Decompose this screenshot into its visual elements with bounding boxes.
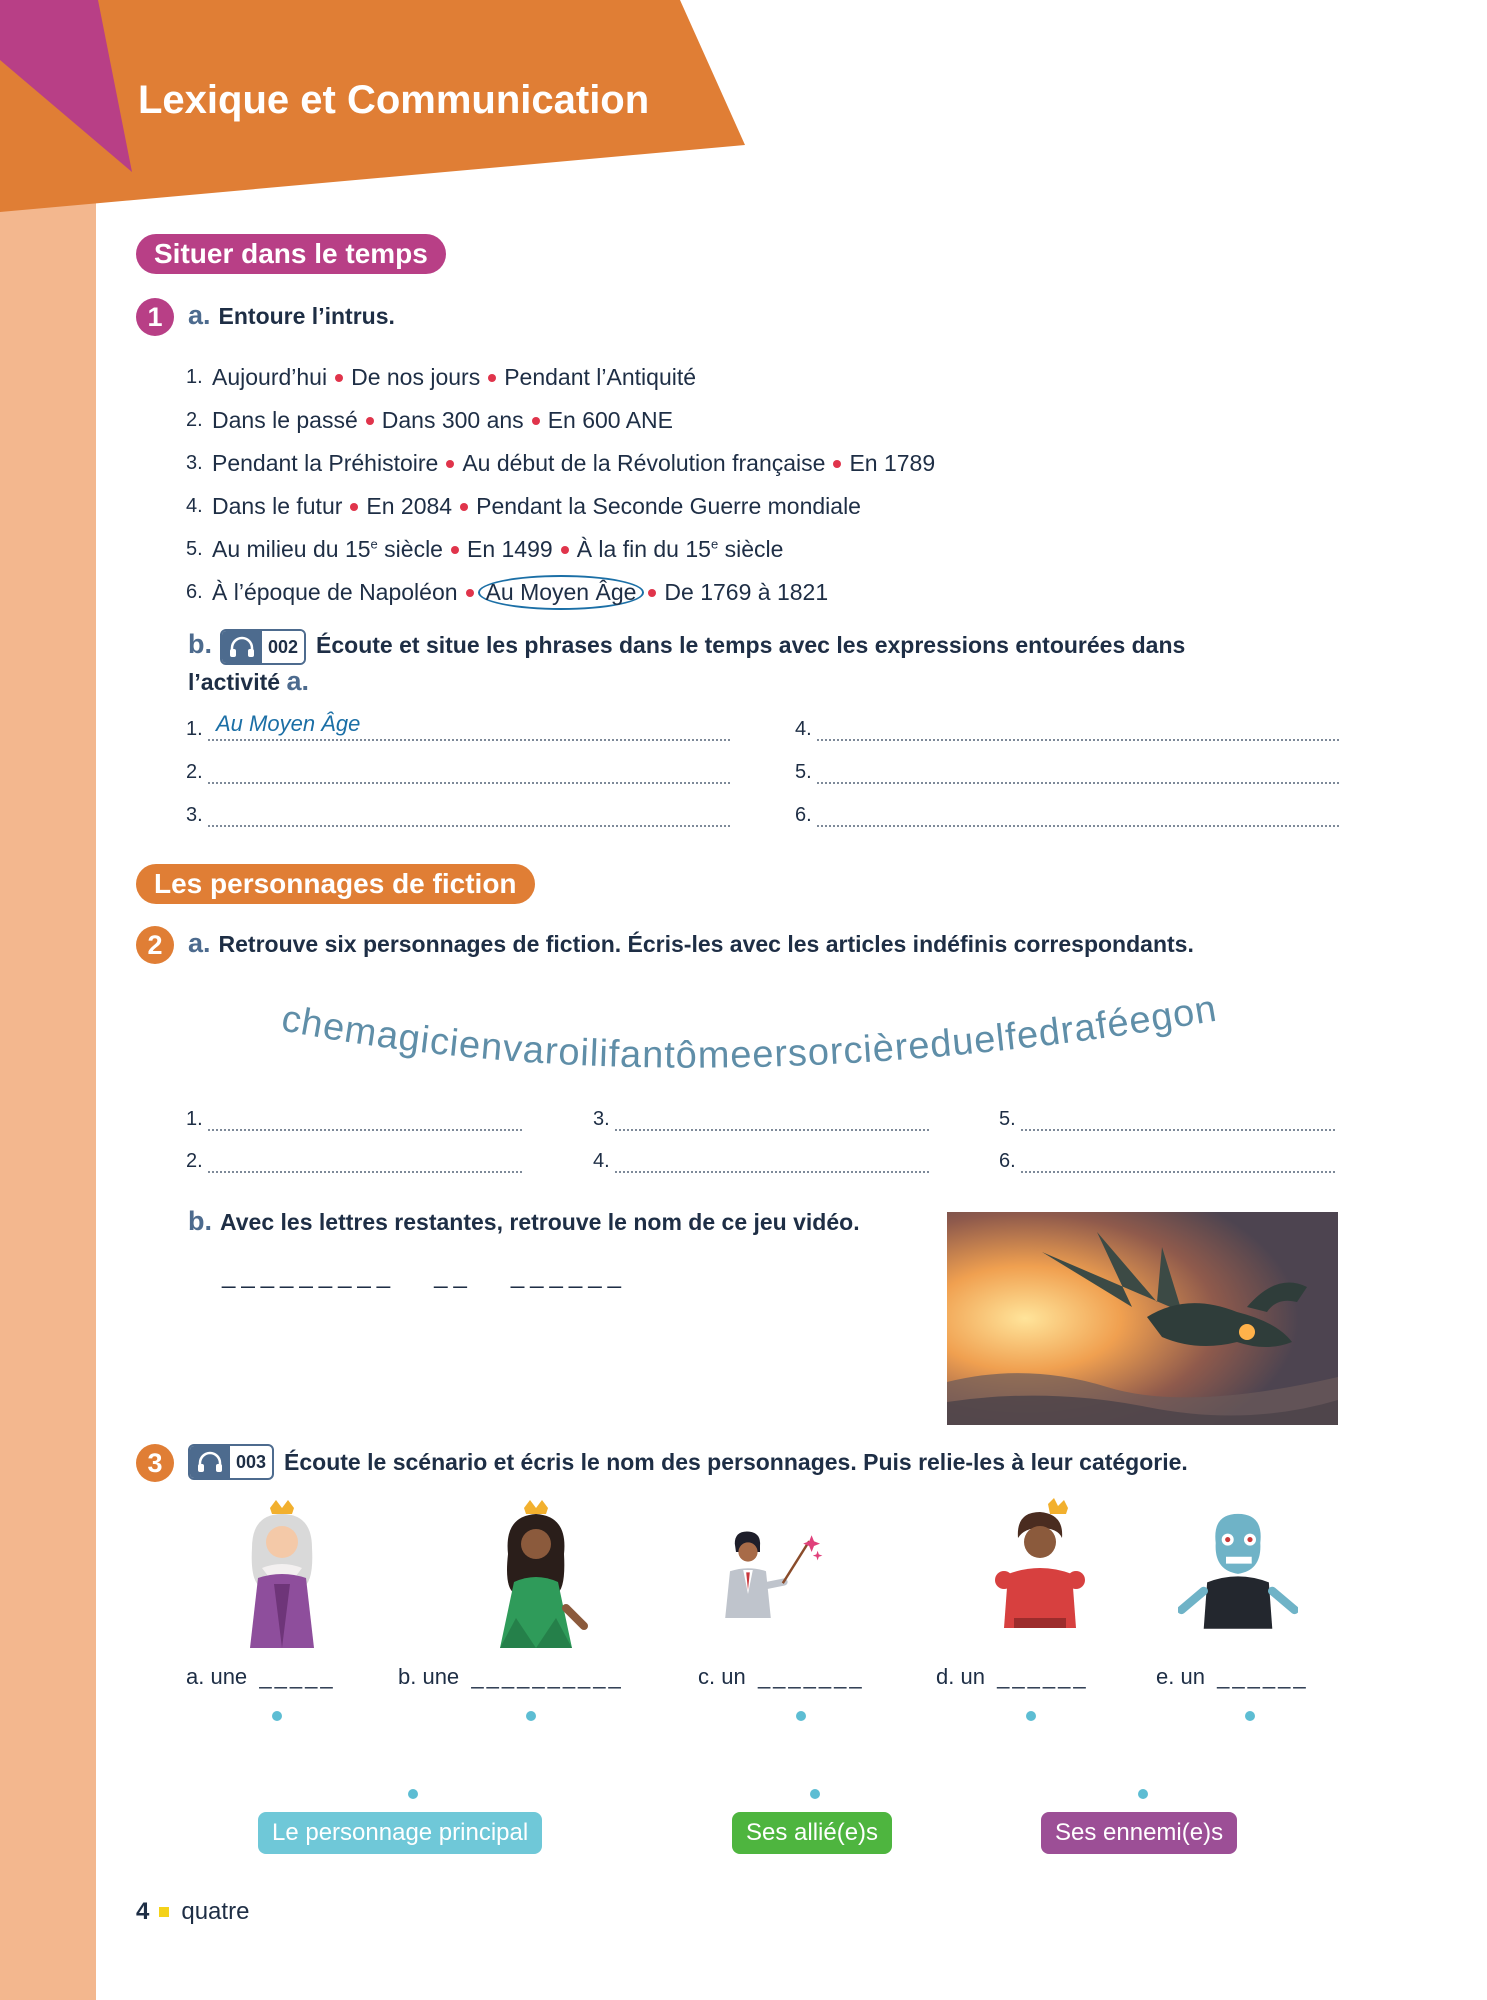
article: c. un xyxy=(698,1664,746,1689)
blanks[interactable]: _____ xyxy=(259,1664,336,1689)
intrus-list xyxy=(186,356,935,614)
item-number: 6. xyxy=(186,581,203,603)
page-word: quatre xyxy=(181,1898,250,1925)
answer-line-6[interactable] xyxy=(795,804,1339,827)
option-text[interactable]: En 1789 xyxy=(849,450,936,476)
headphones-icon xyxy=(190,1446,230,1478)
character-label-a[interactable] xyxy=(186,1664,336,1690)
exercise-number-2: 2 xyxy=(136,926,174,964)
option-text[interactable]: En 600 ANE xyxy=(547,407,673,433)
blanks[interactable]: _______ xyxy=(757,1664,865,1689)
exercise-1a-instruction xyxy=(188,300,395,331)
option-text[interactable]: Pendant la Seconde Guerre mondiale xyxy=(476,493,861,519)
answer-field[interactable] xyxy=(817,764,1339,784)
instruction-text-2a: Retrouve six personnages de fiction. Écris-les avec les articles indéfinis correspondants. xyxy=(218,931,1194,957)
audio-button-003[interactable] xyxy=(188,1444,274,1480)
answer-2a-1[interactable] xyxy=(186,1108,522,1131)
option-text[interactable]: Dans 300 ans xyxy=(381,407,524,433)
character-label-e[interactable] xyxy=(1156,1664,1309,1690)
answer-line-3[interactable] xyxy=(186,804,730,827)
answer-number: 6. xyxy=(999,1150,1016,1172)
part-letter-1a: a. xyxy=(188,300,211,330)
answer-number: 1. xyxy=(186,718,203,740)
answer-number: 3. xyxy=(186,804,203,826)
instruction-text-3: Écoute le scénario et écris le nom des personnages. Puis relie-les à leur catégorie. xyxy=(284,1448,1188,1475)
answer-number: 4. xyxy=(795,718,812,740)
separator-dot xyxy=(350,503,358,511)
option-text[interactable] xyxy=(212,536,443,563)
section-title-situer: Situer dans le temps xyxy=(136,234,446,274)
answer-line-5[interactable] xyxy=(795,761,1339,784)
connect-dot-b[interactable] xyxy=(526,1711,536,1721)
option-text[interactable]: Aujourd’hui xyxy=(212,364,328,390)
letter-string-arc xyxy=(270,970,1230,1100)
answer-number: 2. xyxy=(186,761,203,783)
list-item[interactable] xyxy=(186,571,935,614)
character-label-b[interactable] xyxy=(398,1664,624,1690)
option-text[interactable]: Dans le futur xyxy=(212,493,343,519)
headphones-icon xyxy=(222,631,262,663)
answer-line-4[interactable] xyxy=(795,718,1339,741)
separator-dot xyxy=(488,374,496,382)
separator-dot xyxy=(451,546,459,554)
option-text[interactable]: En 1499 xyxy=(466,536,553,562)
answer-field[interactable] xyxy=(1021,1111,1335,1131)
article: d. un xyxy=(936,1664,985,1689)
answer-2a-3[interactable] xyxy=(593,1108,929,1131)
article: e. un xyxy=(1156,1664,1205,1689)
option-text[interactable]: En 2084 xyxy=(366,493,453,519)
zombie-illustration xyxy=(1178,1498,1298,1648)
answer-line-2[interactable] xyxy=(186,761,730,784)
answer-2a-5[interactable] xyxy=(999,1108,1335,1131)
letter-string: chemagicienvaroilifantômeersorcièreduelfedraféegon xyxy=(278,987,1221,1077)
answer-field[interactable] xyxy=(1021,1153,1335,1173)
list-item[interactable] xyxy=(186,442,935,485)
answer-number: 1. xyxy=(186,1108,203,1130)
separator-dot xyxy=(335,374,343,382)
audio-button-002[interactable] xyxy=(220,629,306,665)
activity-ref: a. xyxy=(286,665,309,696)
connect-dot-ennemis[interactable] xyxy=(1138,1789,1148,1799)
item-number: 2. xyxy=(186,409,203,431)
exercise-number-3: 3 xyxy=(136,1444,174,1482)
option-text[interactable]: Pendant la Préhistoire xyxy=(212,450,439,476)
blanks[interactable]: ______ xyxy=(997,1664,1089,1689)
answer-line-1[interactable] xyxy=(186,711,730,741)
answer-field[interactable] xyxy=(208,1111,522,1131)
blanks[interactable]: __________ xyxy=(471,1664,624,1689)
svg-text:chemagicienvaroilifantômeersor xyxy=(278,988,1220,1077)
page-title: Lexique et Communication xyxy=(138,78,650,122)
list-item[interactable] xyxy=(186,399,935,442)
audio-code: 003 xyxy=(230,1452,272,1473)
handwritten-answer: Au Moyen Âge xyxy=(216,711,361,736)
superscript: e xyxy=(370,536,378,552)
answer-field[interactable] xyxy=(208,711,730,741)
answer-field[interactable] xyxy=(817,721,1339,741)
connect-dot-principal[interactable] xyxy=(408,1789,418,1799)
answer-number: 2. xyxy=(186,1150,203,1172)
exercise-2b-instruction xyxy=(188,1206,860,1237)
part-letter-2b: b. xyxy=(188,1206,212,1236)
connect-dot-d[interactable] xyxy=(1026,1711,1036,1721)
option-text[interactable] xyxy=(577,536,784,563)
option-fragment: siècle xyxy=(377,536,443,562)
answer-2a-2[interactable] xyxy=(186,1150,522,1173)
answer-field[interactable] xyxy=(615,1153,929,1173)
separator-dot xyxy=(648,589,656,597)
option-text[interactable]: De nos jours xyxy=(351,364,481,390)
yellow-square-icon xyxy=(159,1907,169,1917)
circled-option[interactable]: Au Moyen Âge xyxy=(478,575,645,610)
audio-code: 002 xyxy=(262,631,304,663)
page-footer xyxy=(136,1898,249,1926)
separator-dot xyxy=(460,503,468,511)
answer-field[interactable] xyxy=(208,764,730,784)
part-letter-1b: b. xyxy=(188,629,212,659)
answer-field[interactable] xyxy=(208,807,730,827)
answer-field[interactable] xyxy=(615,1111,929,1131)
connect-dot-e[interactable] xyxy=(1245,1711,1255,1721)
item-number: 1. xyxy=(186,366,203,388)
answer-2a-4[interactable] xyxy=(593,1150,929,1173)
item-number: 4. xyxy=(186,495,203,517)
superscript: e xyxy=(710,536,719,552)
answer-number: 4. xyxy=(593,1150,610,1172)
connect-dot-allies[interactable] xyxy=(810,1789,820,1799)
option-fragment: siècle xyxy=(718,536,784,562)
separator-dot xyxy=(833,460,841,468)
instruction-text-2b: Avec les lettres restantes, retrouve le nom de ce jeu vidéo. xyxy=(220,1209,860,1235)
instruction-text-1b: Écoute et situe les phrases dans le temps avec les expressions entourées dans xyxy=(316,632,1186,658)
page-number: 4 xyxy=(136,1898,150,1925)
answer-field[interactable] xyxy=(208,1153,522,1173)
option-text[interactable]: Dans le passé xyxy=(212,407,358,433)
category-allies[interactable]: Ses allié(e)s xyxy=(732,1812,892,1854)
answer-field[interactable] xyxy=(817,807,1339,827)
separator-dot xyxy=(532,417,540,425)
category-main-character[interactable]: Le personnage principal xyxy=(258,1812,542,1854)
answer-number: 3. xyxy=(593,1108,610,1130)
option-fragment: Au milieu du 15 xyxy=(212,536,371,562)
option-text[interactable]: Au début de la Révolution française xyxy=(462,450,826,476)
item-number: 5. xyxy=(186,538,203,560)
section-title-personnages: Les personnages de fiction xyxy=(136,864,535,904)
wizard-illustration xyxy=(706,1498,826,1648)
option-fragment: À la fin du 15 xyxy=(576,536,711,562)
exercise-3-instruction xyxy=(188,1444,1188,1480)
left-margin-band xyxy=(0,0,96,2000)
connect-dot-c[interactable] xyxy=(796,1711,806,1721)
connect-dot-a[interactable] xyxy=(272,1711,282,1721)
princess-illustration xyxy=(476,1498,596,1648)
option-text[interactable]: Pendant l’Antiquité xyxy=(504,364,697,390)
game-name-blanks[interactable]: _________ __ ______ xyxy=(222,1262,627,1289)
separator-dot xyxy=(561,546,569,554)
queen-illustration xyxy=(222,1498,342,1648)
answer-2a-6[interactable] xyxy=(999,1150,1335,1173)
character-label-d[interactable] xyxy=(936,1664,1089,1690)
instruction-text-1a: Entoure l’intrus. xyxy=(218,303,395,329)
list-item[interactable] xyxy=(186,528,935,571)
category-enemies[interactable]: Ses ennemi(e)s xyxy=(1041,1812,1237,1854)
separator-dot xyxy=(466,589,474,597)
article: a. une xyxy=(186,1664,248,1689)
list-item[interactable] xyxy=(186,356,935,399)
article: b. une xyxy=(398,1664,460,1689)
option-text[interactable]: À l’époque de Napoléon xyxy=(212,579,458,605)
separator-dot xyxy=(366,417,374,425)
answer-number: 5. xyxy=(795,761,812,783)
exercise-2a-instruction xyxy=(188,928,1194,959)
list-item[interactable] xyxy=(186,485,935,528)
answer-number: 5. xyxy=(999,1108,1016,1130)
instruction-text-1b-cont: l’activité xyxy=(188,668,281,695)
exercise-1b-instruction xyxy=(188,628,1348,698)
part-letter-2a: a. xyxy=(188,928,211,958)
exercise-number-1: 1 xyxy=(136,298,174,336)
separator-dot xyxy=(446,460,454,468)
prince-illustration xyxy=(978,1498,1098,1648)
dragon-illustration xyxy=(947,1212,1338,1425)
blanks[interactable]: ______ xyxy=(1217,1664,1309,1689)
option-text[interactable]: De 1769 à 1821 xyxy=(664,579,829,605)
item-number: 3. xyxy=(186,452,203,474)
answer-number: 6. xyxy=(795,804,812,826)
character-label-c[interactable] xyxy=(698,1664,865,1690)
